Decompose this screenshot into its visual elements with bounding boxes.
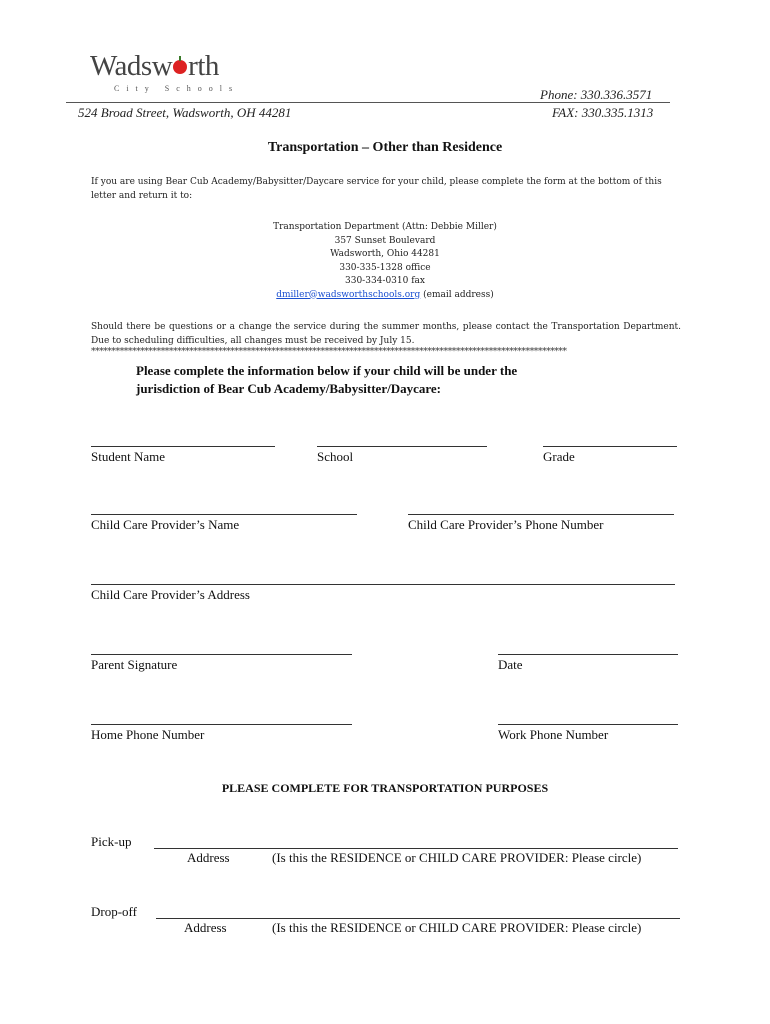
parent-signature-line[interactable] — [91, 654, 352, 655]
phone: Phone: 330.336.3571 — [540, 87, 653, 102]
student-name-label: Student Name — [91, 449, 166, 464]
parent-signature-label: Parent Signature — [91, 657, 178, 672]
school-label: School — [317, 449, 354, 464]
separator: ******************************************************************************************************************** — [91, 347, 567, 357]
student-name-line[interactable] — [91, 446, 275, 447]
email-link[interactable]: dmiller@wadsworthschools.org — [276, 289, 421, 300]
form-lead: Please complete the information below if your child will be under the jurisdiction of Bear Cub Academy/Babysitter/Daycare: — [136, 363, 518, 396]
pickup-address-line[interactable] — [154, 848, 678, 849]
pickup-address-label: Address — [187, 850, 230, 865]
provider-name-line[interactable] — [91, 514, 357, 515]
questions-text: Should there be questions or a change the service during the summer months, please contact the Transportation Department. Due to scheduling difficulties, all changes must be received by July 15. — [91, 322, 681, 346]
intro-text: If you are using Bear Cub Academy/Babysitter/Daycare service for your child, please complete the form at the bottom of this letter and return it to: — [91, 177, 662, 201]
pickup-label: Pick-up — [91, 834, 132, 849]
address: 524 Broad Street, Wadsworth, OH 44281 — [78, 105, 292, 120]
work-phone-label: Work Phone Number — [498, 727, 609, 742]
dropoff-circle-note: (Is this the RESIDENCE or CHILD CARE PROVIDER: Please circle) — [272, 920, 642, 935]
page-title: Transportation – Other than Residence — [267, 140, 503, 155]
home-phone-line[interactable] — [91, 724, 352, 725]
header-rule — [66, 102, 670, 103]
logo-subtitle: City Schools — [114, 84, 240, 93]
provider-phone-line[interactable] — [408, 514, 674, 515]
pickup-circle-note: (Is this the RESIDENCE or CHILD CARE PROVIDER: Please circle) — [272, 850, 642, 865]
transport-heading: PLEASE COMPLETE FOR TRANSPORTATION PURPOSES — [221, 781, 549, 795]
provider-address-line[interactable] — [91, 584, 675, 585]
contact-block: Transportation Department (Attn: Debbie Miller) 357 Sunset Boulevard Wadsworth, Ohio 44281 330-335-1328 office 330-334-0310 fax dmiller@wadsworthschools.org (email address) — [273, 222, 497, 300]
provider-address-label: Child Care Provider’s Address — [91, 587, 250, 602]
dropoff-address-line[interactable] — [156, 918, 680, 919]
fax: FAX: 330.335.1313 — [552, 105, 654, 120]
dropoff-label: Drop-off — [91, 904, 137, 919]
work-phone-line[interactable] — [498, 724, 678, 725]
date-line[interactable] — [498, 654, 678, 655]
home-phone-label: Home Phone Number — [91, 727, 205, 742]
grade-line[interactable] — [543, 446, 677, 447]
date-label: Date — [498, 657, 523, 672]
grade-label: Grade — [543, 449, 575, 464]
provider-name-label: Child Care Provider’s Name — [91, 517, 240, 532]
apple-icon — [173, 60, 187, 74]
provider-phone-label: Child Care Provider’s Phone Number — [408, 517, 604, 532]
dropoff-address-label: Address — [184, 920, 227, 935]
school-line[interactable] — [317, 446, 487, 447]
logo: Wadsw rth — [90, 50, 219, 82]
